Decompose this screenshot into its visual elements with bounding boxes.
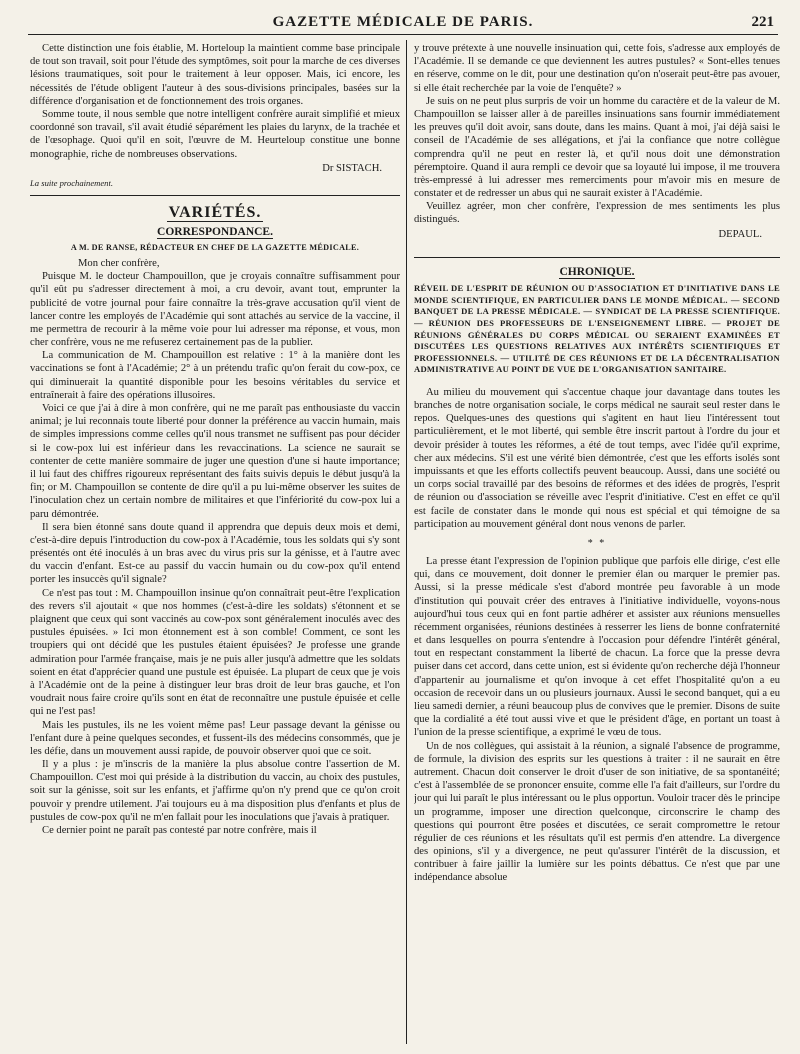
signature: Dr SISTACH.	[322, 162, 382, 174]
paragraph: Voici ce que j'ai à dire à mon confrère, qui ne me paraît pas enthousiaste du vaccin animal; je lui reconnais toute liberté pour donner la préférence au vaccin humain, mais de simples impressions comme celles qu'il nous transmet ne suffisent pas pour décider si le cow-pox lui est inférieur dans les revaccinations. La science ne saurait se contenter de cette manière sommaire de juger une question d'une si haute importance; il lui faut des chiffres rigoureux représentant des faits suivis depuis le début jusqu'à la fin; or M. Champouillon se contente de dire qu'il a pu lui-même observer les suites de l'inoculation chez un certain nombre de militaires et que l'infériorité du cow-pox lui a paru démontrée.	[30, 403, 400, 520]
correspondence-title: CORRESPONDANCE.	[157, 226, 273, 239]
section-title: VARIÉTÉS.	[168, 203, 262, 221]
paragraph: Il sera bien étonné sans doute quand il apprendra que depuis deux mois et demi, c'est-à-dire depuis l'introduction du cow-pox à l'Académie, tous les soldats qui s'y sont présentés ont été inoculés à un bras avec du virus pris sur la génisse, et à l'autre avec du vaccin d'enfant. Est-ce au passif du vaccin humain ou du cow-pox qu'il entend porter les insuccès qu'il signale?	[30, 521, 400, 586]
addressee-line: A M. DE RANSE, RÉDACTEUR EN CHEF DE LA GAZETTE MÉDICALE.	[70, 242, 360, 252]
journal-title: GAZETTE MÉDICALE DE PARIS.	[272, 14, 534, 30]
paragraph: La communication de M. Champouillon est relative : 1° à la manière dont les vaccinations se font à l'Académie; 2° à un prétendu trafic qu'on ferait du cow-pox, ce qui diminuerait la quantité disponible pour les besoins véritables du service et entraînerait à faire des opérations illusoires.	[30, 350, 400, 401]
paragraph: Ce n'est pas tout : M. Champouillon insinue qu'on connaîtrait peut-être l'explication des revers s'il ajoutait « que nos hommes (c'est-à-dire les soldats) s'étonnent et se plaignent que ceux qui sont vaccinés au cow-pox sont généralement inoculés avec des pustules épuisées. » Ici mon étonnement est à son comble! Comment, ce sont les troupiers qui ont décidé que les pustules étaient épuisées? Je professe une grande admiration pour l'armée française, mais je ne puis aller jusqu'à admettre que les soldats soient en état d'apprécier quand une pustule est épuisée. La plupart de ceux que je vois à l'Académie ont de la peine à distinguer leur bras droit de leur bras gauche, et l'on voudrait nous faire croire qu'ils sont en état de reconnaître une pustule épuisée et celle qui ne l'est pas!	[30, 587, 400, 718]
page-number: 221	[751, 14, 774, 30]
chronicle-section	[414, 257, 780, 885]
paragraph: Il y a plus : je m'inscris de la manière la plus absolue contre l'assertion de M. Champouillon. C'est moi qui préside à la distribution du vaccin, au choix des pustules, soit sur la génisse, soit sur les enfants, et j'affirme qu'on n'y prend que ce qu'on croit pouvoir y prendre utilement. J'ai toujours eu à ma disposition plus d'enfants et plus de pustules de cow-pox qu'il ne m'en fallait pour les inoculations que j'avais à pratiquer.	[30, 759, 400, 823]
chronicle-summary: RÉVEIL DE L'ESPRIT DE RÉUNION OU D'ASSOCIATION ET D'INITIATIVE DANS LE MONDE SCIENTIFIQUE, EN PARTICULIER DANS LE MONDE MÉDICAL. — SECOND BANQUET DE LA PRESSE MÉDICALE. — SYNDICAT DE LA PRESSE SCIENTIFIQUE. — RÉUNION DES PROFESSEURS DE L'ENSEIGNEMENT LIBRE. — PROJET DE RÉUNIONS GÉNÉRALES DU CORPS MÉDICAL OU SERAIENT EXAMINÉES ET DISCUTÉES LES QUESTIONS RELATIVES AUX INTÉRÊTS SCIENTIFIQUES ET PROFESSIONNELS. — UTILITÉ DE CES RÉUNIONS ET DE LA DÉCENTRALISATION ADMINISTRATIVE AU POINT DE VUE DE L'ORGANISATION SANITAIRE.	[414, 283, 780, 375]
left-column	[30, 42, 400, 1046]
paragraph: Somme toute, il nous semble que notre intelligent confrère aurait simplifié et mieux coordonné son travail, s'il avait étudié séparément les plaies du larynx, de la trachée et de l'œsophage. Quoi qu'il en soit, l'œuvre de M. Heurteloup constitue une bonne monographie, riche de nombreuses observations.	[30, 108, 400, 160]
paragraph: La presse étant l'expression de l'opinion publique que parfois elle dirige, c'est elle qui, dans ce mouvement, doit donner le premier élan ou marquer le premier pas. Aussi, si la presse médicale s'est d'abord montrée peu favorable à un mode d'institution qui pouvait créer des entraves à l'initiative individuelle, voyons-nous aujourd'hui tous ceux qui en font partie adhérer et assister aux réunions mensuelles récemment organisées, réunions destinées à resserrer les liens de bonne confraternité et dans lesquelles on pourra s'entendre à l'occasion pour défendre l'intérêt général, tout en respectant constamment la liberté de chacun. La force que la presse devra puiser dans cet accord, dans cette union, est si évidente qu'on recherche déjà l'honneur d'appartenir au journalisme et qu'on invoque à cet effet l'hospitalité qu'on a eu occasion de recevoir dans un ou plusieurs journaux. Aussi le second banquet, qui a eu lieu samedi dernier, a réuni beaucoup plus de convives que le premier. Disons de suite que la cordialité a été tout aussi vive et que le président d'âge, en portant un toast à l'union de la presse scientifique, a exprimé le vœu de tous.	[414, 555, 780, 739]
signature: DEPAUL.	[718, 228, 762, 240]
chronicle-title: CHRONIQUE.	[559, 265, 635, 278]
paragraph: Cette distinction une fois établie, M. Horteloup la maintient comme base principale de tout son travail, soit pour l'étude des symptômes, soit pour la marche de ces diverses lésions traumatiques, soit pour le traitement à leur opposer. Mais, ici encore, les nécessités de l'étude obligent l'auteur à des sous-divisions principales, basées sur la différence d'organisation et de fonctionnement des trois organes.	[30, 43, 400, 107]
paragraph: Ce dernier point ne paraît pas contesté par notre confrère, mais il	[42, 825, 317, 837]
paragraph: Veuillez agréer, mon cher confrère, l'expression de mes sentiments les plus distingués.	[414, 201, 780, 226]
salutation: Mon cher confrère,	[78, 257, 160, 269]
paragraph: Un de nos collègues, qui assistait à la réunion, a signalé l'absence de programme, de formule, la division des esprits sur les questions à traiter : il ne saurait en être autrement. Chacun doit conserver le droit d'user de son initiative, de sa spontanéité; c'est à l'assemblée de se prononcer ensuite, comme elle l'a fait d'ailleurs, sur l'ordre du jour qui lui paraît le plus intéressant ou le plus opportun. Vouloir tracer dès le principe un programme, imposer une direction quelconque, circonscrire le champ des questions qui pourront être posées et discutées, ce serait compromettre le retour régulier de ces réunions et les résultats qu'il est permis d'en attendre. La divergence des opinions, s'il y a divergence, ne peut qu'assurer l'intérêt de la discussion, et contribuer à faire jaillir la lumière sur les points débattus. Ce n'est que par une indépendance absolue	[414, 740, 780, 884]
section-rule	[30, 195, 400, 196]
paragraph: Je suis on ne peut plus surpris de voir un homme du caractère et de la valeur de M. Champouillon se laisser aller à de pareilles insinuations sans fournir immédiatement les preuves qu'il doit avoir, sans doute, dans les mains. Quant à moi, j'ai déjà saisi le conseil de l'Académie de ses allégations, et j'ai la confiance que notre collègue comprendra qu'il ne peut en rester là, et qu'il nous doit une démonstration péremptoire. Quand il aura rempli ce devoir que sa loyauté lui impose, il me trouvera très-empressé à lui adresser mes remerciments pour m'avoir mis en mesure de constater et de redresser un abus qui ne saurait exister à l'Académie.	[414, 95, 780, 200]
page-header	[28, 8, 778, 35]
right-column	[414, 42, 780, 1046]
asterism: * *	[587, 537, 607, 549]
paragraph: Puisque M. le docteur Champouillon, que je croyais connaître suffisamment pour qu'il eût pu s'adresser directement à moi, a cru devoir, avant tout, emprunter la publicité de votre journal pour faire connaître la très-grave accusation qu'il vient de lancer contre les employés de l'Académie qui sont attachés au service de la vaccine, il me permettra de recourir à la même voie pour lui adresser ma réponse, et vous, mon cher confrère, vous ne me refuserez certainement pas de la publier.	[30, 271, 400, 349]
paragraph: y trouve prétexte à une nouvelle insinuation qui, cette fois, s'adresse aux employés de l'Académie. Il se demande ce que deviennent les autres pustules? « Sont-elles tenues en réserve, comme on le dit, pour une destination qu'on n'oserait peut-être pas avouer, si elle était recherchée par la voie de l'enquête? »	[414, 43, 780, 94]
paragraph: Au milieu du mouvement qui s'accentue chaque jour davantage dans toutes les branches de notre organisation sociale, le corps médical ne saurait seul rester dans le repos. Quelques-unes des questions qui s'agitent en haut lieu l'intéressent tout particulièrement, et le mot liberté, qui semble être inscrit partout à l'ordre du jour et devoir présider à toutes les réformes, a été de tout temps, avec l'idée qu'il exprime, cher aux médecins. S'il est une vérité bien démontrée, c'est que les efforts isolés sont impuissants et que les efforts collectifs peuvent beaucoup. Aussi, dans une société ou un corps social travaillé par des besoins de réformes et des idées de progrès, l'esprit de réunion ou d'association se réveille avec l'esprit d'initiative. C'est en effet ce qu'il est facile de constater dans le monde qui nous est spécial et qui témoigne de sa participation au mouvement général dont nous venons de parler.	[414, 386, 780, 530]
paragraph: Mais les pustules, ils ne les voient même pas! Leur passage devant la génisse ou l'enfant dure à peine quelques secondes, et fussent-ils des médecins consommés, que je les défie, dans un mouvement aussi rapide, de pouvoir observer quoi que ce soit.	[30, 719, 400, 757]
continuation-note: La suite prochainement.	[30, 177, 113, 188]
column-divider	[406, 40, 407, 1044]
